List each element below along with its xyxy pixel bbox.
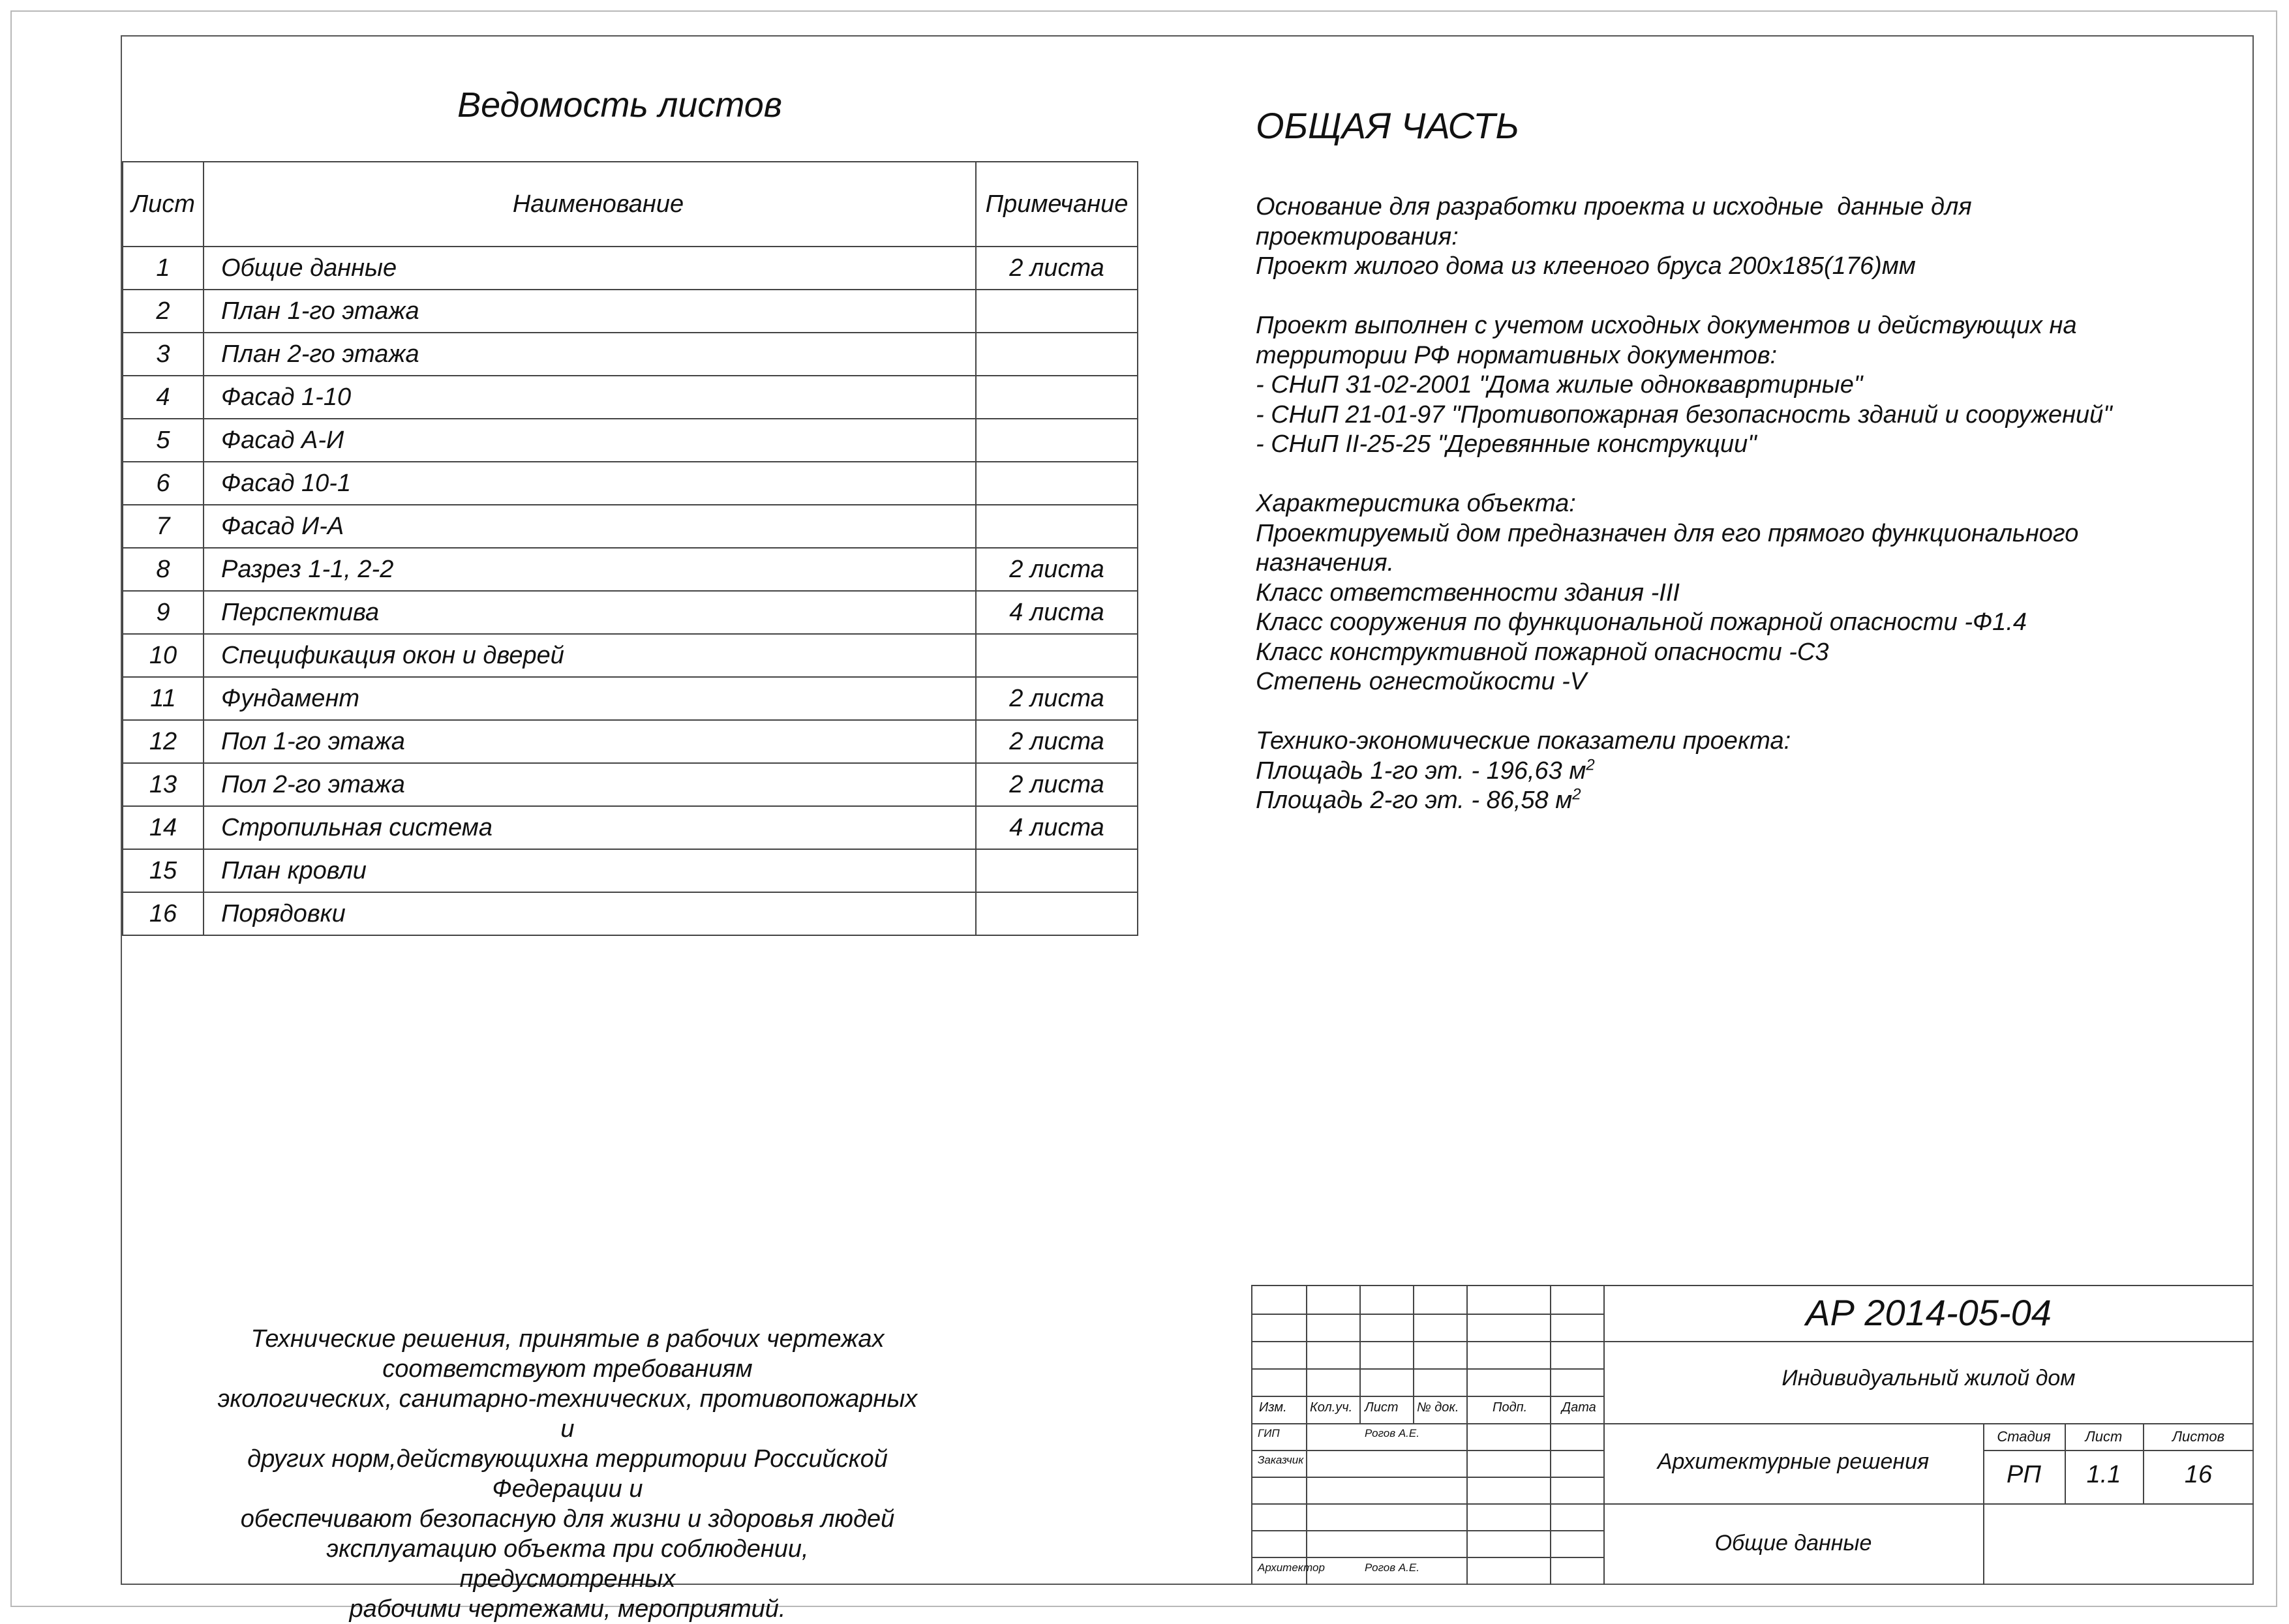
general-section-text xyxy=(1256,192,2234,816)
table-row xyxy=(123,634,1138,677)
area-text: Площадь 2-го эт. - 86,58 м xyxy=(1256,787,1573,814)
header-sheet-name: Наименование xyxy=(204,162,976,247)
general-text-line: Степень огнестойкости -V xyxy=(1256,668,1587,695)
stamp-col-doc: № док. xyxy=(1417,1400,1459,1415)
sheet-name-cell: Пол 2-го этажа xyxy=(204,763,976,806)
area-text: Площадь 1-го эт. - 196,63 м xyxy=(1256,757,1586,785)
object-name: Индивидуальный жилой дом xyxy=(1781,1366,2076,1391)
stamp-line xyxy=(1603,1423,2254,1424)
stamp-col-sign: Подп. xyxy=(1493,1400,1528,1415)
general-text-line: территории РФ нормативных документов: xyxy=(1256,341,1778,369)
compliance-note xyxy=(215,1324,920,1624)
sheet-title: Общие данные xyxy=(1714,1531,1872,1556)
sheet-name-cell: Общие данные xyxy=(204,247,976,290)
stamp-line xyxy=(1252,1530,1603,1531)
stamp-line xyxy=(1306,1286,1307,1585)
sheet-number-cell: 7 xyxy=(123,505,204,548)
stamp-gip-name: Рогов А.Е. xyxy=(1365,1427,1419,1439)
sheet-value: 1.1 xyxy=(2086,1461,2121,1488)
stamp-col-kol: Кол.уч. xyxy=(1310,1400,1353,1415)
table-row xyxy=(123,806,1138,849)
general-text-line: назначения. xyxy=(1256,549,1395,577)
stamp-line xyxy=(1252,1503,1603,1505)
stamp-line xyxy=(1550,1286,1551,1585)
stamp-line xyxy=(1252,1423,1603,1424)
sheet-note-cell xyxy=(976,376,1138,419)
stamp-architect-name: Рогов А.Е. xyxy=(1365,1561,1419,1574)
sheet-name-cell: Фасад А-И xyxy=(204,419,976,462)
table-row xyxy=(123,892,1138,935)
sheet-number-cell: 4 xyxy=(123,376,204,419)
sheet-name-cell: Фасад И-А xyxy=(204,505,976,548)
sheets-table-body xyxy=(123,247,1138,935)
general-text-line: проектирования: xyxy=(1256,222,1459,250)
area-line xyxy=(1256,757,2234,787)
sheet-name-cell: Разрез 1-1, 2-2 xyxy=(204,548,976,591)
sheet-note-cell xyxy=(976,892,1138,935)
general-text-line: Класс ответственности здания -III xyxy=(1256,579,1680,607)
table-row xyxy=(123,849,1138,892)
sheet-number-cell: 11 xyxy=(123,677,204,720)
sheet-name-cell: План 1-го этажа xyxy=(204,290,976,333)
section-name: Архитектурные решения xyxy=(1657,1449,1930,1474)
compliance-line: других норм,действующихна территории Российской Федерации и xyxy=(247,1445,888,1503)
sheet-name-cell: Спецификация окон и дверей xyxy=(204,634,976,677)
stamp-line xyxy=(1252,1477,1603,1478)
compliance-line: обеспечивают безопасную для жизни и здоровья людей xyxy=(240,1505,895,1533)
table-row xyxy=(123,290,1138,333)
general-text-line xyxy=(1256,460,2234,490)
sheet-name-cell: Фундамент xyxy=(204,677,976,720)
stamp-line xyxy=(1252,1314,1603,1315)
general-text-line: - СНиП II-25-25 "Деревянные конструкции" xyxy=(1256,430,1757,458)
header-sheet-note: Примечание xyxy=(976,162,1138,247)
table-row xyxy=(123,720,1138,763)
sheets-table xyxy=(122,161,1138,936)
stamp-col-izm: Изм. xyxy=(1259,1400,1287,1415)
general-text-line xyxy=(1256,697,2234,727)
sheets-value: 16 xyxy=(2184,1461,2213,1488)
stage-value: РП xyxy=(2007,1461,2041,1488)
sheet-note-cell: 2 листа xyxy=(976,548,1138,591)
stamp-role-architect: Архитектор xyxy=(1258,1561,1325,1574)
compliance-line: Технические решения, принятые в рабочих чертежах xyxy=(250,1325,885,1353)
sheet-number-cell: 12 xyxy=(123,720,204,763)
title-block xyxy=(1251,1285,2252,1584)
sheets-list-title: Ведомость листов xyxy=(457,85,782,125)
general-text-line: Основание для разработки проекта и исходные данные для xyxy=(1256,193,1972,220)
sheet-note-cell: 2 листа xyxy=(976,247,1138,290)
sheet-note-cell: 2 листа xyxy=(976,677,1138,720)
general-text-line xyxy=(1256,282,2234,312)
table-row xyxy=(123,333,1138,376)
project-code: АР 2014-05-04 xyxy=(1806,1292,2052,1333)
table-row xyxy=(123,548,1138,591)
sheet-note-cell: 4 листа xyxy=(976,806,1138,849)
stage-label: Стадия xyxy=(1997,1428,2051,1445)
stamp-line xyxy=(1252,1396,1603,1397)
stamp-col-list: Лист xyxy=(1365,1400,1399,1415)
area-line xyxy=(1256,786,2234,816)
compliance-line: соответствуют требованиям xyxy=(382,1355,753,1383)
sheet-number-cell: 8 xyxy=(123,548,204,591)
stamp-line xyxy=(1252,1368,1603,1370)
sheet-number-cell: 6 xyxy=(123,462,204,505)
sheet-number-cell: 2 xyxy=(123,290,204,333)
general-text-line: Технико-экономические показатели проекта: xyxy=(1256,727,1791,755)
sheet-note-cell xyxy=(976,849,1138,892)
stamp-line xyxy=(1603,1341,2254,1342)
stamp-role-gip: ГИП xyxy=(1258,1427,1280,1439)
sheet-note-cell xyxy=(976,333,1138,376)
sheets-table-header xyxy=(123,162,1138,247)
general-text-line: Проект выполнен с учетом исходных документов и действующих на xyxy=(1256,312,2077,339)
table-row xyxy=(123,677,1138,720)
sheet-note-cell: 4 листа xyxy=(976,591,1138,634)
general-text-line: Характеристика объекта: xyxy=(1256,490,1576,517)
general-text-line: Класс конструктивной пожарной опасности -С3 xyxy=(1256,638,1829,666)
sheet-number-cell: 1 xyxy=(123,247,204,290)
table-row xyxy=(123,419,1138,462)
general-text-line: - СНиП 31-02-2001 "Дома жилые одноквавртирные" xyxy=(1256,371,1863,398)
sheet-note-cell xyxy=(976,290,1138,333)
compliance-line: эксплуатацию объекта при соблюдении, предусмотренных xyxy=(326,1535,809,1593)
compliance-line: рабочими чертежами, мероприятий. xyxy=(349,1595,786,1623)
general-text-line: Проект жилого дома из клееного бруса 200х185(176)мм xyxy=(1256,252,1916,280)
sheet-name-cell: Стропильная система xyxy=(204,806,976,849)
general-text-line: - СНиП 21-01-97 "Противопожарная безопасность зданий и сооружений" xyxy=(1256,400,2112,429)
sheet-number-cell: 9 xyxy=(123,591,204,634)
table-row xyxy=(123,462,1138,505)
table-row xyxy=(123,591,1138,634)
stamp-line xyxy=(1252,1341,1603,1342)
sheet-note-cell xyxy=(976,462,1138,505)
table-row xyxy=(123,505,1138,548)
stamp-line xyxy=(1983,1423,1984,1585)
sheet-name-cell: План 2-го этажа xyxy=(204,333,976,376)
stamp-line xyxy=(1252,1450,1603,1451)
sheet-name-cell: Порядовки xyxy=(204,892,976,935)
sheets-label: Листов xyxy=(2172,1428,2225,1445)
sheet-number-cell: 5 xyxy=(123,419,204,462)
stamp-line xyxy=(1603,1503,2254,1505)
sheet-name-cell: Фасад 10-1 xyxy=(204,462,976,505)
stamp-line xyxy=(1413,1286,1414,1423)
area-unit-power: 2 xyxy=(1572,785,1581,804)
general-text-line: Проектируемый дом предназначен для его прямого функционального xyxy=(1256,519,2079,547)
sheet-number-cell: 10 xyxy=(123,634,204,677)
header-sheet-number: Лист xyxy=(123,162,204,247)
stamp-line xyxy=(1983,1450,2254,1451)
sheet-name-cell: Перспектива xyxy=(204,591,976,634)
sheet-note-cell: 2 листа xyxy=(976,763,1138,806)
sheet-number-cell: 16 xyxy=(123,892,204,935)
stamp-col-date: Дата xyxy=(1562,1400,1596,1415)
stamp-line xyxy=(1466,1286,1468,1585)
sheet-name-cell: Пол 1-го этажа xyxy=(204,720,976,763)
sheet-note-cell xyxy=(976,419,1138,462)
compliance-line: экологических, санитарно-технических, противопожарных и xyxy=(217,1385,918,1443)
area-unit-power: 2 xyxy=(1586,755,1595,774)
sheet-name-cell: План кровли xyxy=(204,849,976,892)
sheet-number-cell: 13 xyxy=(123,763,204,806)
sheet-name-cell: Фасад 1-10 xyxy=(204,376,976,419)
sheet-number-cell: 14 xyxy=(123,806,204,849)
sheet-label: Лист xyxy=(2085,1428,2123,1445)
table-row xyxy=(123,763,1138,806)
sheet-note-cell: 2 листа xyxy=(976,720,1138,763)
sheet-number-cell: 3 xyxy=(123,333,204,376)
table-row xyxy=(123,376,1138,419)
stamp-line xyxy=(1359,1286,1361,1423)
table-row xyxy=(123,247,1138,290)
sheet-note-cell xyxy=(976,634,1138,677)
sheet-number-cell: 15 xyxy=(123,849,204,892)
stamp-line xyxy=(1252,1557,1603,1558)
sheet-note-cell xyxy=(976,505,1138,548)
stamp-role-customer: Заказчик xyxy=(1258,1454,1304,1466)
general-text-line: Класс сооружения по функциональной пожарной опасности -Ф1.4 xyxy=(1256,609,2027,636)
general-section-title: ОБЩАЯ ЧАСТЬ xyxy=(1256,105,1519,146)
